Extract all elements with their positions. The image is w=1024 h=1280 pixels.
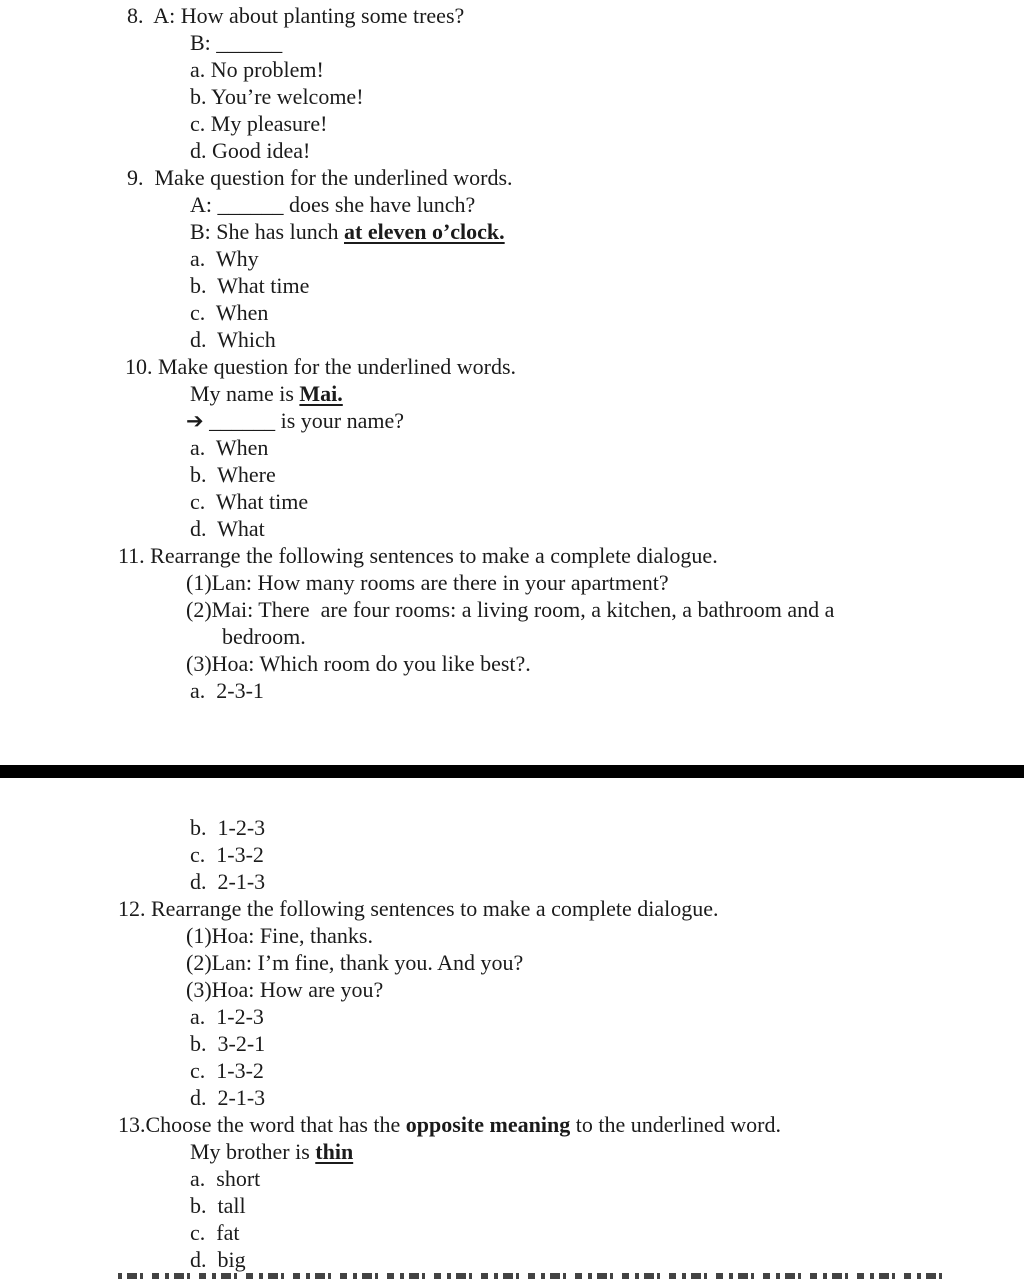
q13-option-d-text: d. big [190,1247,246,1272]
q9-option-a-text: a. Why [190,246,259,271]
q12-option-a [190,1003,1024,1030]
q8-option-a [190,56,1024,83]
q13-option-b-text: b. tall [190,1193,246,1218]
q8-blank-line [190,29,1024,56]
page-bottom-section [0,778,1024,1273]
q8-blank-line-text: B: ______ [190,30,283,55]
cropped-text-line [118,1273,950,1279]
q13-option-b [190,1192,1024,1219]
q12-item-2 [186,949,1024,976]
q8-stem [127,2,1024,29]
q10-option-d-text: d. What [190,516,265,541]
q10-stem-text: 10. Make question for the underlined words. [125,354,517,379]
q9-option-c-text: c. When [190,300,269,325]
q9-option-b [190,272,1024,299]
q13-option-d [190,1246,1024,1273]
q13-stem-text: to the underlined word. [570,1112,782,1137]
q12-stem-text: 12. Rearrange the following sentences to make a complete dialogue. [118,896,719,921]
q10-option-a-text: a. When [190,435,269,460]
q13-given-sentence [190,1138,1024,1165]
q13-given-sentence-text: thin [315,1139,354,1164]
q11-option-c [190,841,1024,868]
q12-option-a-text: a. 1-2-3 [190,1004,264,1029]
q13-stem-text: 13.Choose the word that has the [118,1112,406,1137]
q8-stem-text: 8. A: How about planting some trees? [127,3,465,28]
q13-option-c-text: c. fat [190,1220,240,1245]
q9-line-a-text: A: ______ does she have lunch? [190,192,476,217]
q8-option-b [190,83,1024,110]
q9-line-b-text: at eleven o’clock. [344,219,505,244]
q11-option-d [190,868,1024,895]
q12-option-d [190,1084,1024,1111]
q8-option-d-text: d. Good idea! [190,138,311,163]
q12-option-b-text: b. 3-2-1 [190,1031,266,1056]
q10-option-d [190,515,1024,542]
q12-item-3 [186,976,1024,1003]
q12-option-d-text: d. 2-1-3 [190,1085,266,1110]
q12-item-2-text: (2)Lan: I’m fine, thank you. And you? [186,950,524,975]
q9-option-a [190,245,1024,272]
q12-item-1-text: (1)Hoa: Fine, thanks. [186,923,373,948]
q11-item-2-text: (2)Mai: There are four rooms: a living room, a kitchen, a bathroom and a [186,597,835,622]
q12-item-3-text: (3)Hoa: How are you? [186,977,384,1002]
q8-option-b-text: b. You’re welcome! [190,84,364,109]
q11-option-d-text: d. 2-1-3 [190,869,266,894]
q11-item-2 [186,596,1024,623]
q10-given-sentence-text: Mai. [299,381,343,406]
q9-line-b-text: B: She has lunch [190,219,344,244]
q9-option-b-text: b. What time [190,273,310,298]
q9-option-d [190,326,1024,353]
q9-line-b [190,218,1024,245]
q11-option-b [190,814,1024,841]
q13-option-a [190,1165,1024,1192]
q11-stem-text: 11. Rearrange the following sentences to make a complete dialogue. [118,543,718,568]
q12-option-c [190,1057,1024,1084]
right-arrow-icon: ➔ [186,409,204,433]
q12-item-1 [186,922,1024,949]
q10-option-c [190,488,1024,515]
q11-item-2-continuation [222,623,1024,650]
q10-arrow-line-text: ______ is your name? [203,408,405,433]
q12-option-c-text: c. 1-3-2 [190,1058,264,1083]
q9-option-c [190,299,1024,326]
q11-option-b-text: b. 1-2-3 [190,815,266,840]
q11-option-a [190,677,1024,704]
q10-option-c-text: c. What time [190,489,309,514]
q8-option-c [190,110,1024,137]
q11-item-1 [186,569,1024,596]
q11-stem [118,542,1024,569]
q13-given-sentence-text: My brother is [190,1139,316,1164]
q11-item-2-continuation-text: bedroom. [222,624,306,649]
q13-option-a-text: a. short [190,1166,261,1191]
q8-option-c-text: c. My pleasure! [190,111,328,136]
q10-option-a [190,434,1024,461]
q9-stem [127,164,1024,191]
q11-option-c-text: c. 1-3-2 [190,842,264,867]
q10-given-sentence [190,380,1024,407]
q9-option-d-text: d. Which [190,327,276,352]
q8-option-a-text: a. No problem! [190,57,324,82]
q10-given-sentence-text: My name is [190,381,300,406]
q10-arrow-line [186,407,1024,434]
q13-stem-text: opposite meaning [405,1112,571,1137]
q11-item-3 [186,650,1024,677]
q10-stem [125,353,1024,380]
q11-item-3-text: (3)Hoa: Which room do you like best?. [186,651,531,676]
q11-item-1-text: (1)Lan: How many rooms are there in your apartment? [186,570,669,595]
q13-stem [118,1111,1024,1138]
q9-stem-text: 9. Make question for the underlined words. [127,165,513,190]
q8-option-d [190,137,1024,164]
page-break-bar [0,765,1024,778]
q9-line-a [190,191,1024,218]
q10-option-b-text: b. Where [190,462,276,487]
q12-stem [118,895,1024,922]
q13-option-c [190,1219,1024,1246]
q11-option-a-text: a. 2-3-1 [190,678,264,703]
q12-option-b [190,1030,1024,1057]
q10-option-b [190,461,1024,488]
